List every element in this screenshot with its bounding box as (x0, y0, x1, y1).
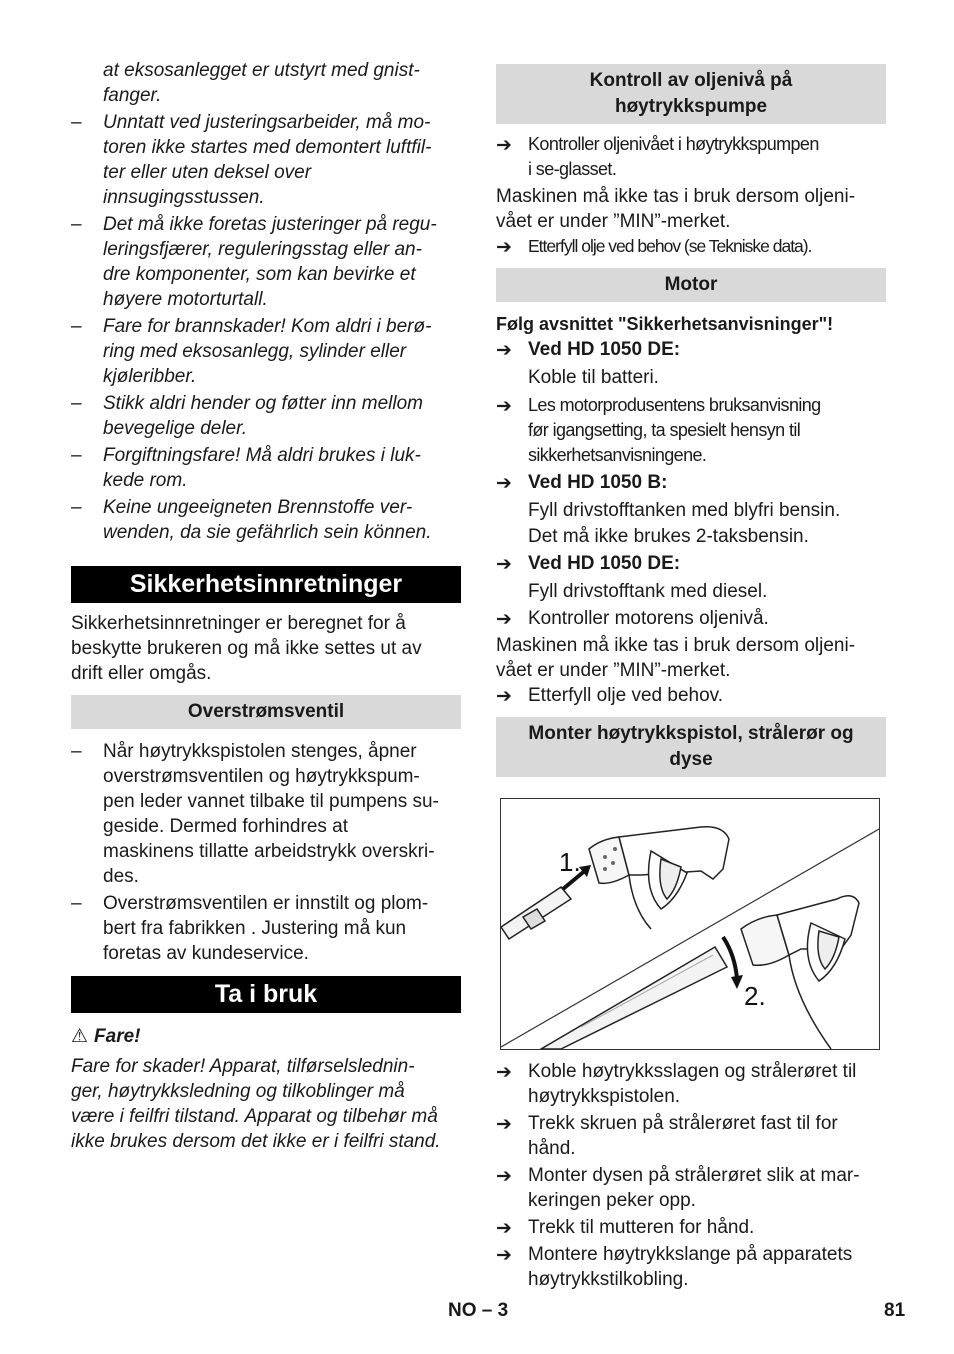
dash-bullet: – (71, 741, 82, 762)
mount-step-line: høytrykkspistolen. (528, 1086, 681, 1107)
mount-step-line: keringen peker opp. (528, 1190, 696, 1211)
list-item-line: bevegelige deler. (103, 418, 248, 439)
list-item (71, 212, 461, 312)
gun-lower (541, 896, 859, 1049)
left-column (71, 58, 461, 1154)
list-item-line: Når høytrykkspistolen stenges, åpner (103, 741, 417, 762)
arrow-right-icon: ➔ (496, 237, 511, 258)
arrow-right-icon: ➔ (496, 1166, 512, 1187)
mount-step-line: Trekk skruen på strålerøret fast til for (528, 1113, 838, 1134)
list-item-line: kjøleribber. (103, 366, 197, 387)
dash-bullet: – (71, 393, 82, 414)
mount-step-line: Montere høytrykkslange på apparatets (528, 1244, 853, 1265)
mount-step-line: Monter dysen på strålerøret slik at mar- (528, 1165, 860, 1186)
arrow-right-icon: ➔ (496, 396, 512, 417)
oil-refill-step: ➔ Etterfyll olje ved behov (se Tekniske data). (496, 236, 812, 258)
arrow-right-icon: ➔ (496, 1218, 512, 1239)
right-column (496, 64, 886, 1294)
list-item-line: dre komponenter, som kan bevirke et (103, 264, 416, 285)
list-item-line: kede rom. (103, 470, 188, 491)
list-item-line: maskinens tillatte arbeidstrykk overskri- (103, 841, 435, 862)
list-item-line: innsugingsstussen. (103, 187, 265, 208)
oil-paragraph: Maskinen må ikke tas i bruk dersom oljeni- vået er under ”MIN”-merket. (496, 186, 856, 232)
list-item-line: Forgiftningsfare! Må aldri brukes i luk- (103, 445, 421, 466)
heading-mount-gun: Monter høytrykkspistol, strålerør og dyse (496, 717, 886, 777)
mount-step (496, 1242, 886, 1292)
motor-paragraph: Maskinen må ikke tas i bruk dersom oljeni- vået er under ”MIN”-merket. (496, 635, 856, 681)
warning-triangle-icon: ⚠ (71, 1026, 89, 1047)
mount-step-line: hånd. (528, 1138, 576, 1159)
figure-step-1: 1. (559, 847, 581, 877)
list-item-line: overstrømsventilen og høytrykkspum- (103, 766, 420, 787)
arrow-right-icon: ➔ (496, 473, 512, 494)
mount-step-line: høytrykkstilkobling. (528, 1269, 689, 1290)
rotate-arrow-icon (723, 937, 737, 979)
footer-section-number: NO – 3 (448, 1300, 509, 1321)
arrow-right-icon: ➔ (496, 1062, 512, 1083)
list-item-line: Keine ungeeigneten Brennstoffe ver- (103, 497, 413, 518)
mount-steps (496, 1059, 886, 1292)
mount-step (496, 1059, 886, 1109)
dash-bullet: – (71, 316, 82, 337)
motor-follow-note: Følg avsnittet "Sikkerhetsanvisninger"! (496, 314, 834, 334)
list-item (71, 443, 461, 493)
footer-page-number: 81 (884, 1300, 906, 1321)
list-item-line: ter eller uten deksel over (103, 162, 312, 183)
figure-step-2: 2. (744, 981, 766, 1011)
intro-continuation: at eksosanlegget er utstyrt med gnist- fanger. (103, 60, 420, 106)
rotate-arrow-head-icon (731, 975, 743, 989)
list-item-line: des. (103, 866, 139, 887)
gun-upper (501, 827, 729, 939)
mount-step (496, 1215, 886, 1240)
gun-assembly-drawing (501, 799, 879, 1049)
dash-bullet: – (71, 497, 82, 518)
list-item-line: Det må ikke foretas justeringer på regu- (103, 214, 437, 235)
list-item (71, 891, 461, 966)
heading-safety-devices: Sikkerhetsinnretninger (71, 566, 461, 603)
list-item-line: Overstrømsventilen er innstilt og plom- (103, 893, 429, 914)
arrow-right-icon: ➔ (496, 554, 512, 575)
arrow-right-icon: ➔ (496, 340, 512, 361)
list-item-line: wenden, da sie gefährlich sein können. (103, 522, 432, 543)
arrow-right-icon: ➔ (496, 1245, 512, 1266)
list-item-line: geside. Dermed forhindres at (103, 816, 349, 837)
list-item-line: leringsfjærer, reguleringsstag eller an- (103, 239, 422, 260)
list-item-line: Unntatt ved justeringsarbeider, må mo- (103, 112, 431, 133)
list-item-line: foretas av kundeservice. (103, 943, 309, 964)
motor-de-battery-step: ➔ Ved HD 1050 DE: Koble til batteri. (496, 339, 681, 388)
list-item-line: Stikk aldri hender og føtter inn mellom (103, 393, 423, 414)
dash-bullet: – (71, 112, 82, 133)
oil-check-step: ➔ Kontroller oljenivået i høytrykkspumpen i se-glasset. (496, 134, 819, 179)
list-item-line: toren ikke startes med demontert luftfil- (103, 137, 432, 158)
mount-step-line: Trekk til mutteren for hånd. (528, 1217, 755, 1238)
safety-paragraph: Sikkerhetsinnretninger er beregnet for å beskytte brukeren og må ikke settes ut av drift eller omgås. (71, 613, 422, 684)
motor-manual-step: ➔ Les motorprodusentens bruksanvisning før igangsetting, ta spesielt hensyn til sikkerhetsanvisningene. (496, 395, 821, 465)
heading-motor: Motor (496, 268, 886, 302)
danger-label: ⚠ Fare! (71, 1026, 141, 1047)
dash-bullet: – (71, 214, 82, 235)
mount-step (496, 1111, 886, 1161)
heading-start-up: Ta i bruk (71, 976, 461, 1013)
list-item-line: ring med eksosanlegg, sylinder eller (103, 341, 407, 362)
warning-list (71, 110, 461, 545)
arrow-right-icon: ➔ (496, 609, 512, 630)
mount-step (496, 1163, 886, 1213)
list-item (71, 739, 461, 889)
dash-bullet: – (71, 445, 82, 466)
list-item (71, 495, 461, 545)
motor-de-fuel-step: ➔ Ved HD 1050 DE: Fyll drivstofftank med diesel. (496, 553, 768, 602)
motor-refill-step: ➔ Etterfyll olje ved behov. (496, 685, 724, 707)
mount-illustration (500, 798, 880, 1050)
arrow-right-icon: ➔ (496, 1114, 512, 1135)
heading-oil-level-pump: Kontroll av oljenivå på høytrykkspumpe (496, 64, 886, 124)
arrow-right-icon: ➔ (496, 135, 512, 156)
list-item (71, 314, 461, 389)
list-item (71, 110, 461, 210)
overflow-list (71, 739, 461, 966)
list-item-line: pen leder vannet tilbake til pumpens su- (103, 791, 439, 812)
motor-b-fuel-step: ➔ Ved HD 1050 B: Fyll drivstofftanken med blyfri bensin. Det må ikke brukes 2-taksbensin. (496, 472, 841, 547)
heading-overflow-valve: Overstrømsventil (71, 695, 461, 729)
dash-bullet: – (71, 893, 82, 914)
list-item-line: bert fra fabrikken . Justering må kun (103, 918, 407, 939)
list-item-line: Fare for brannskader! Kom aldri i berø- (103, 316, 432, 337)
danger-text: Fare for skader! Apparat, tilførselslednin- ger, høytrykksledning og tilkoblinger må være i feilfri tilstand. Apparat og tilbehør må ikke brukes dersom det ikke er i feilfri stand. (71, 1056, 441, 1152)
motor-oil-check-step: ➔ Kontroller motorens oljenivå. (496, 608, 769, 630)
list-item (71, 391, 461, 441)
mount-step-line: Koble høytrykksslagen og strålerøret til (528, 1061, 857, 1082)
arrow-right-icon: ➔ (496, 686, 512, 707)
list-item-line: høyere motorturtall. (103, 289, 268, 310)
